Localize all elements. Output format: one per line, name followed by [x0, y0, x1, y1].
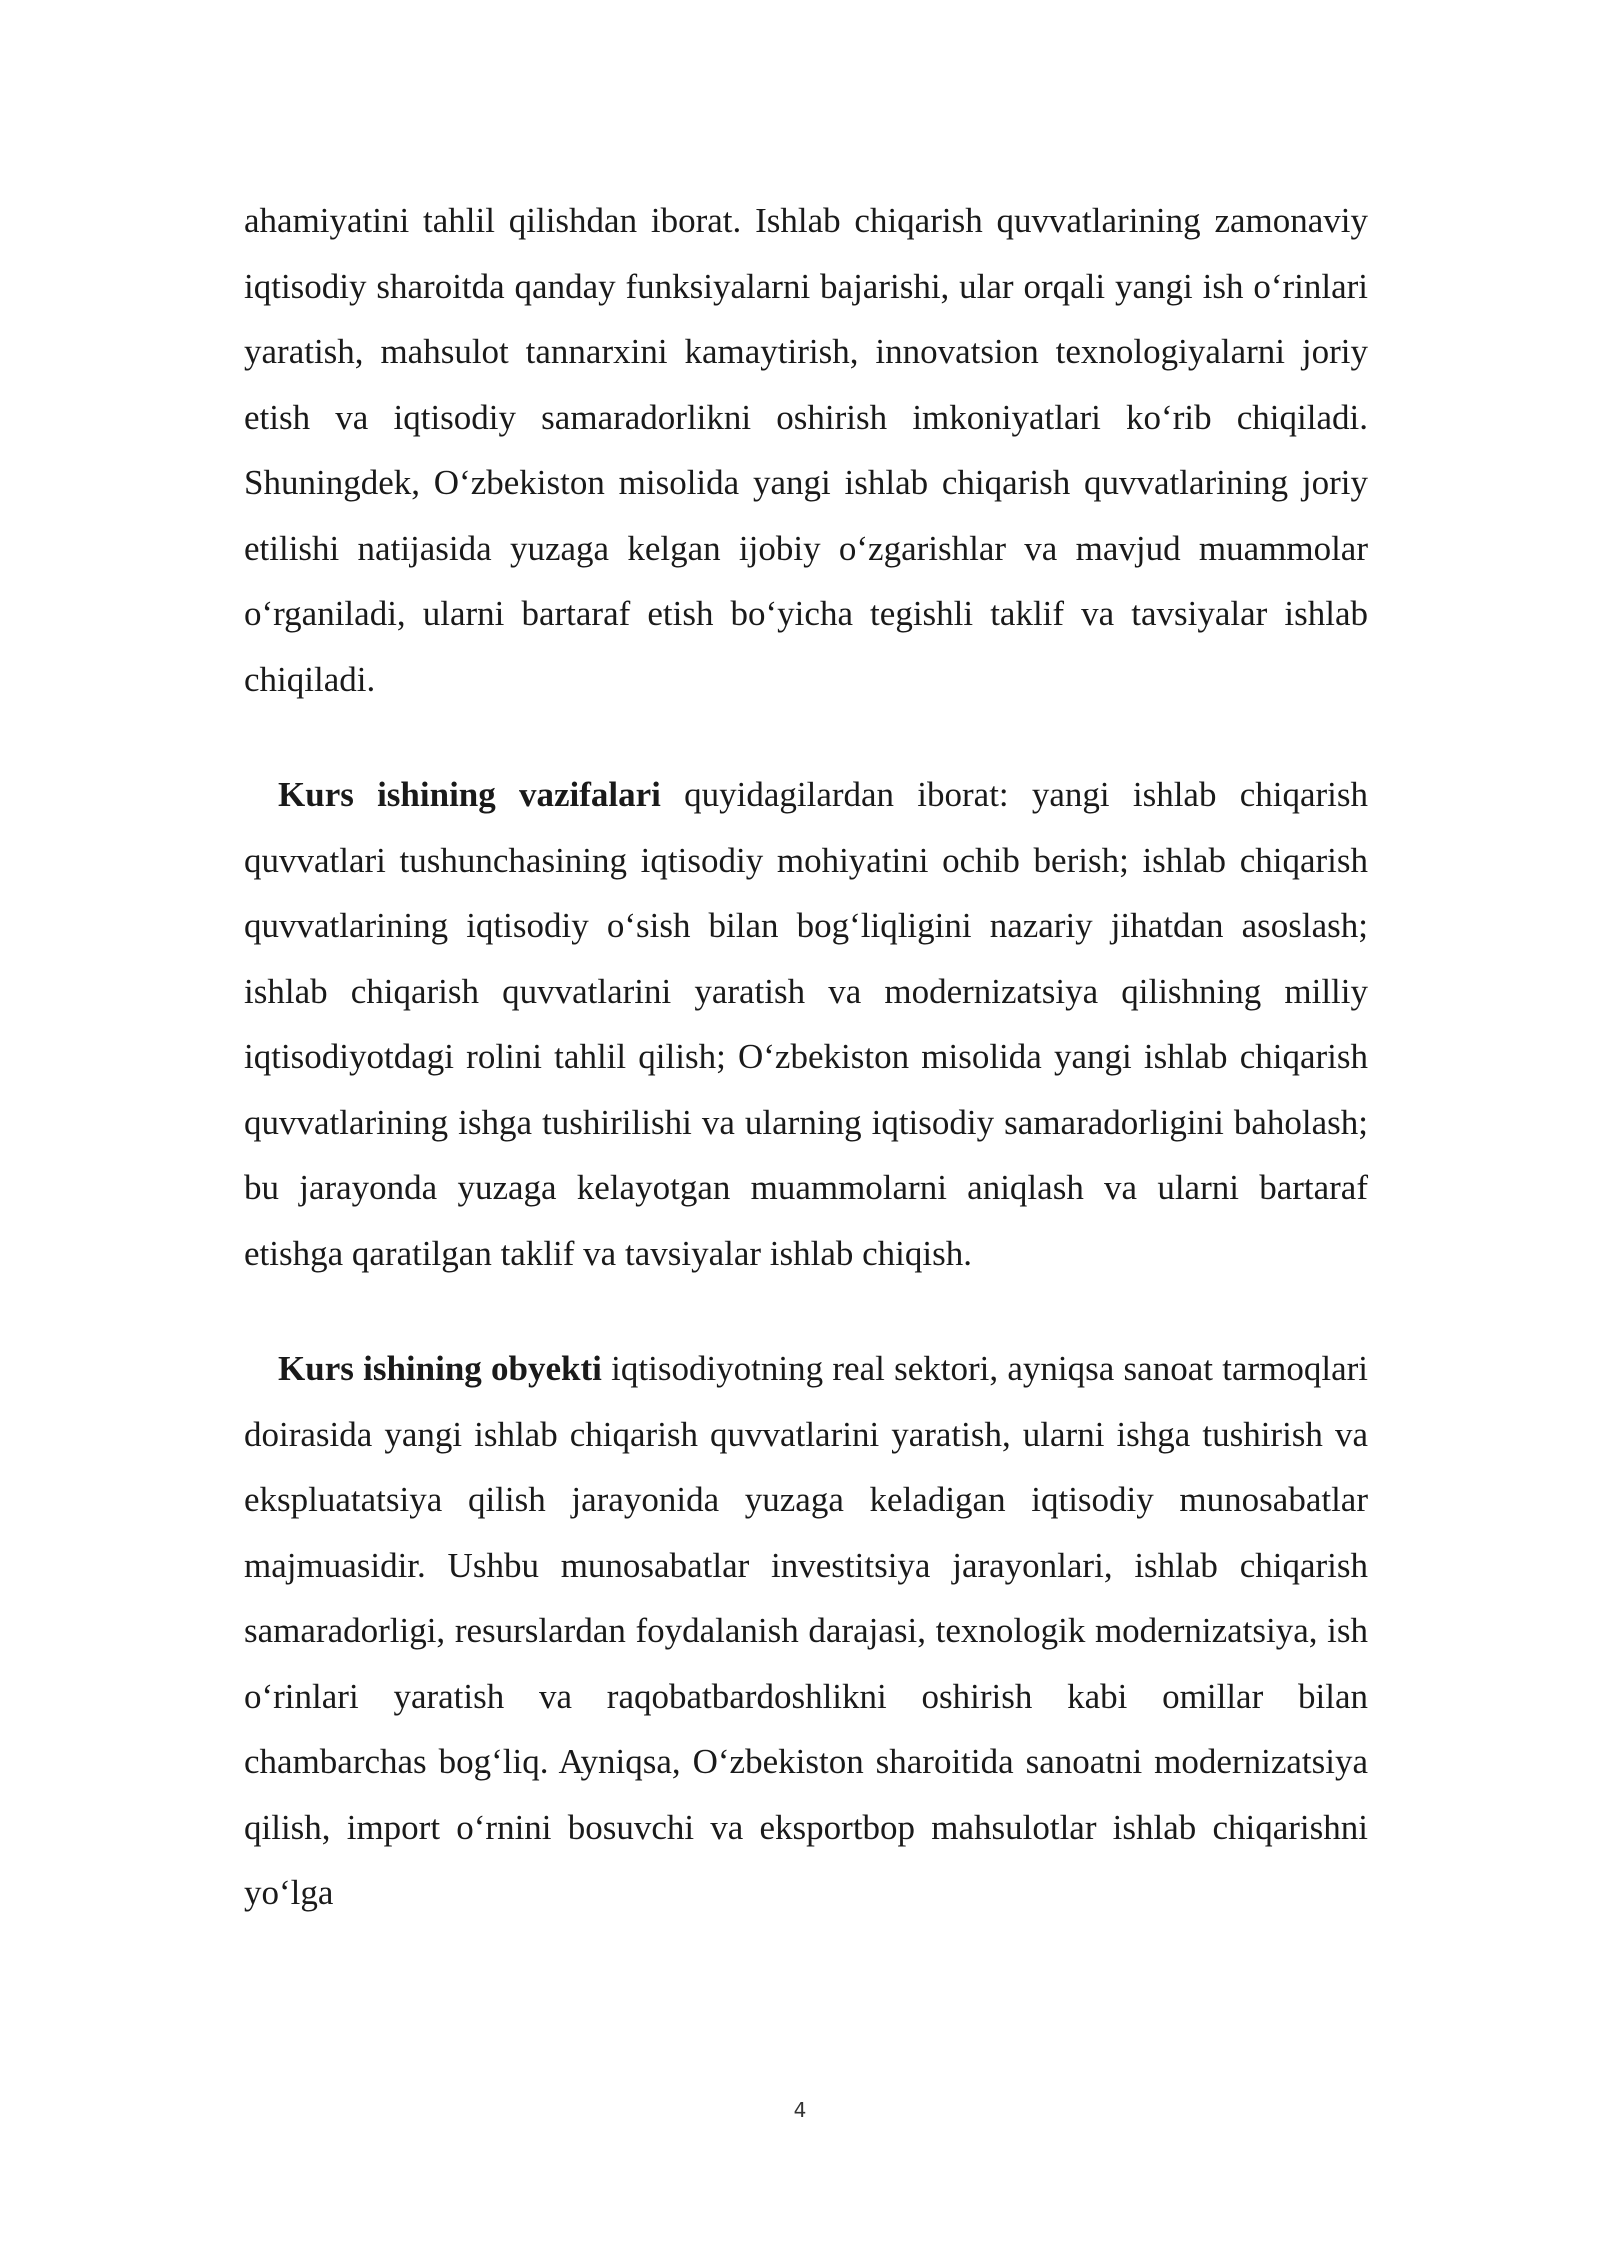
paragraph-text: quyidagilardan iborat: yangi ishlab chiqarish quvvatlari tushunchasining iqtisodiy mohiyatini ochib berish; ishlab chiqarish quvvatlarining iqtisodiy o‘sish bilan bog‘liqligini nazariy jihatdan asoslash; ishlab chiqarish quvvatlarini yaratish va modernizatsiya qilishning milliy iqtisodiyotdagi rolini tahlil qilish; O‘zbekiston misolida yangi ishlab chiqarish quvvatlarining ishga tushirilishi va ularning iqtisodiy samaradorligini baholash; bu jarayonda yuzaga kelayotgan muammolarni aniqlash va ularni bartaraf etishga qaratilgan taklif va tavsiyalar ishlab chiqish. — [244, 775, 1368, 1273]
document-page — [244, 188, 1368, 2088]
paragraph-object — [244, 1336, 1368, 1926]
paragraph-text: iqtisodiyotning real sektori, ayniqsa sanoat tarmoqlari doirasida yangi ishlab chiqarish quvvatlarini yaratish, ularni ishga tushirish va ekspluatatsiya qilish jarayonida yuzaga keladigan iqtisodiy munosabatlar majmuasidir. Ushbu munosabatlar investitsiya jarayonlari, ishlab chiqarish samaradorligi, resurslardan foydalanish darajasi, texnologik modernizatsiya, ish o‘rinlari yaratish va raqobatbardoshlikni oshirish kabi omillar bilan chambarchas bog‘liq. Ayniqsa, O‘zbekiston sharoitida sanoatni modernizatsiya qilish, import o‘rnini bosuvchi va eksportbop mahsulotlar ishlab chiqarishni yo‘lga — [244, 1349, 1368, 1912]
paragraph-lead-heading: Kurs ishining obyekti — [278, 1349, 602, 1388]
paragraph-purpose-continuation — [244, 188, 1368, 712]
paragraph-text: ahamiyatini tahlil qilishdan iborat. Ishlab chiqarish quvvatlarining zamonaviy iqtisodiy sharoitda qanday funksiyalarni bajarishi, ular orqali yangi ish o‘rinlari yaratish, mahsulot tannarxini kamaytirish, innovatsion texnologiyalarni joriy etish va iqtisodiy samaradorlikni oshirish imkoniyatlari ko‘rib chiqiladi. Shuningdek, O‘zbekiston misolida yangi ishlab chiqarish quvvatlarining joriy etilishi natijasida yuzaga kelgan ijobiy o‘zgarishlar va mavjud muammolar o‘rganiladi, ularni bartaraf etish bo‘yicha tegishli taklif va tavsiyalar ishlab chiqiladi. — [244, 201, 1368, 699]
page-number: 4 — [793, 2098, 807, 2122]
paragraph-lead-heading: Kurs ishining vazifalari — [278, 775, 661, 814]
paragraph-tasks — [244, 762, 1368, 1286]
